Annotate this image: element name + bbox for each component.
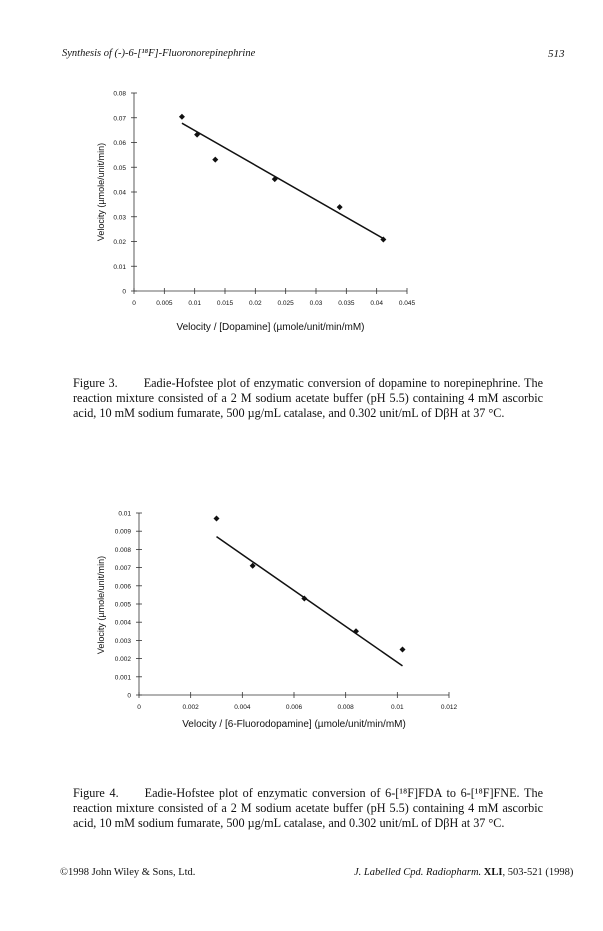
y-tick-label: 0.07 (113, 115, 126, 123)
data-point (337, 204, 343, 210)
y-tick-label: 0 (122, 288, 126, 296)
y-tick-label: 0.001 (114, 674, 131, 682)
x-tick-label: 0.015 (216, 300, 234, 307)
x-axis-label: Velocity / [Dopamine] (µmole/unit/min/mM) (176, 322, 365, 333)
y-tick-label: 0.06 (113, 140, 126, 147)
x-tick-label: 0.008 (337, 704, 354, 711)
y-tick-label: 0.003 (114, 637, 131, 645)
y-tick-label: 0.004 (114, 619, 131, 627)
x-tick-label: 0.005 (156, 300, 173, 307)
data-point (353, 628, 359, 634)
y-axis-label: Velocity (µmole/unit/min) (96, 555, 106, 655)
y-tick-label: 0.008 (114, 546, 131, 554)
journal-pages: , 503-521 (1998) (502, 867, 574, 878)
figure-4-label: Figure 4. (73, 786, 119, 800)
figure-3-caption-text: Eadie-Hofstee plot of enzymatic conversion of dopamine to norepinephrine. The reaction mixture consisted of a 2 M sodium acetate buffer (pH 5.5) containing 4 mM ascorbic acid, 10 mM sodium fumarate, 500 µg/mL catalase, and 0.302 unit/mL of DβH at 37 °C. (73, 376, 543, 420)
x-axis-label: Velocity / [6-Fluorodopamine] (µmole/unit/min/mM) (182, 719, 406, 730)
figure-3-caption (73, 376, 543, 421)
trendline (182, 123, 383, 238)
x-tick-label: 0.01 (391, 704, 404, 711)
y-tick-label: 0.007 (114, 565, 131, 573)
x-tick-label: 0.02 (249, 300, 262, 307)
x-tick-label: 0.04 (370, 300, 383, 307)
y-axis-label: Velocity (µmole/unit/min) (96, 142, 106, 242)
x-tick-label: 0.002 (182, 704, 199, 711)
y-tick-label: 0.05 (113, 164, 126, 172)
y-tick-label: 0.002 (114, 656, 131, 664)
trendline (217, 537, 403, 666)
x-tick-label: 0.004 (234, 704, 251, 711)
y-tick-label: 0 (127, 692, 131, 700)
figure-3-chart (0, 80, 603, 340)
journal-volume: XLI (483, 867, 503, 878)
y-tick-label: 0.005 (114, 601, 131, 609)
running-title: Synthesis of (-)-6-[¹⁸F]-Fluoronorepinephrine (62, 48, 256, 59)
x-tick-label: 0.03 (309, 300, 323, 307)
figure-4-chart (0, 505, 603, 750)
y-tick-label: 0.009 (114, 528, 131, 536)
x-tick-label: 0.025 (277, 300, 294, 307)
y-tick-label: 0.01 (113, 263, 126, 271)
y-tick-label: 0.08 (113, 90, 126, 98)
data-point (400, 647, 406, 653)
x-tick-label: 0.01 (188, 300, 201, 307)
copyright-notice: ©1998 John Wiley & Sons, Ltd. (60, 867, 196, 878)
x-tick-label: 0 (137, 704, 141, 711)
x-tick-label: 0.012 (440, 704, 458, 711)
data-point (179, 114, 185, 120)
data-point (212, 157, 218, 163)
journal-name: J. Labelled Cpd. Radiopharm. (354, 867, 482, 878)
figure-3-label: Figure 3. (73, 376, 118, 390)
x-tick-label: 0.045 (398, 300, 416, 307)
x-tick-label: 0.035 (338, 300, 355, 307)
x-tick-label: 0.006 (285, 704, 303, 711)
y-tick-label: 0.02 (113, 239, 126, 246)
y-tick-label: 0.04 (113, 189, 126, 197)
y-tick-label: 0.01 (118, 510, 131, 518)
y-tick-label: 0.03 (113, 214, 126, 222)
x-tick-label: 0 (132, 300, 136, 307)
journal-citation (354, 867, 573, 878)
y-tick-label: 0.006 (114, 583, 131, 591)
figure-4-caption (73, 786, 543, 831)
data-point (214, 515, 220, 521)
page-number: 513 (548, 48, 565, 60)
figure-4-caption-text: Eadie-Hofstee plot of enzymatic conversion of 6-[¹⁸F]FDA to 6-[¹⁸F]FNE. The reaction mixture consisted of a 2 M sodium acetate buffer (pH 5.5) containing 4 mM ascorbic acid, 10 mM sodium fumarate, 500 µg/mL catalase, and 0.302 unit/mL of DβH at 37 °C. (73, 786, 543, 830)
